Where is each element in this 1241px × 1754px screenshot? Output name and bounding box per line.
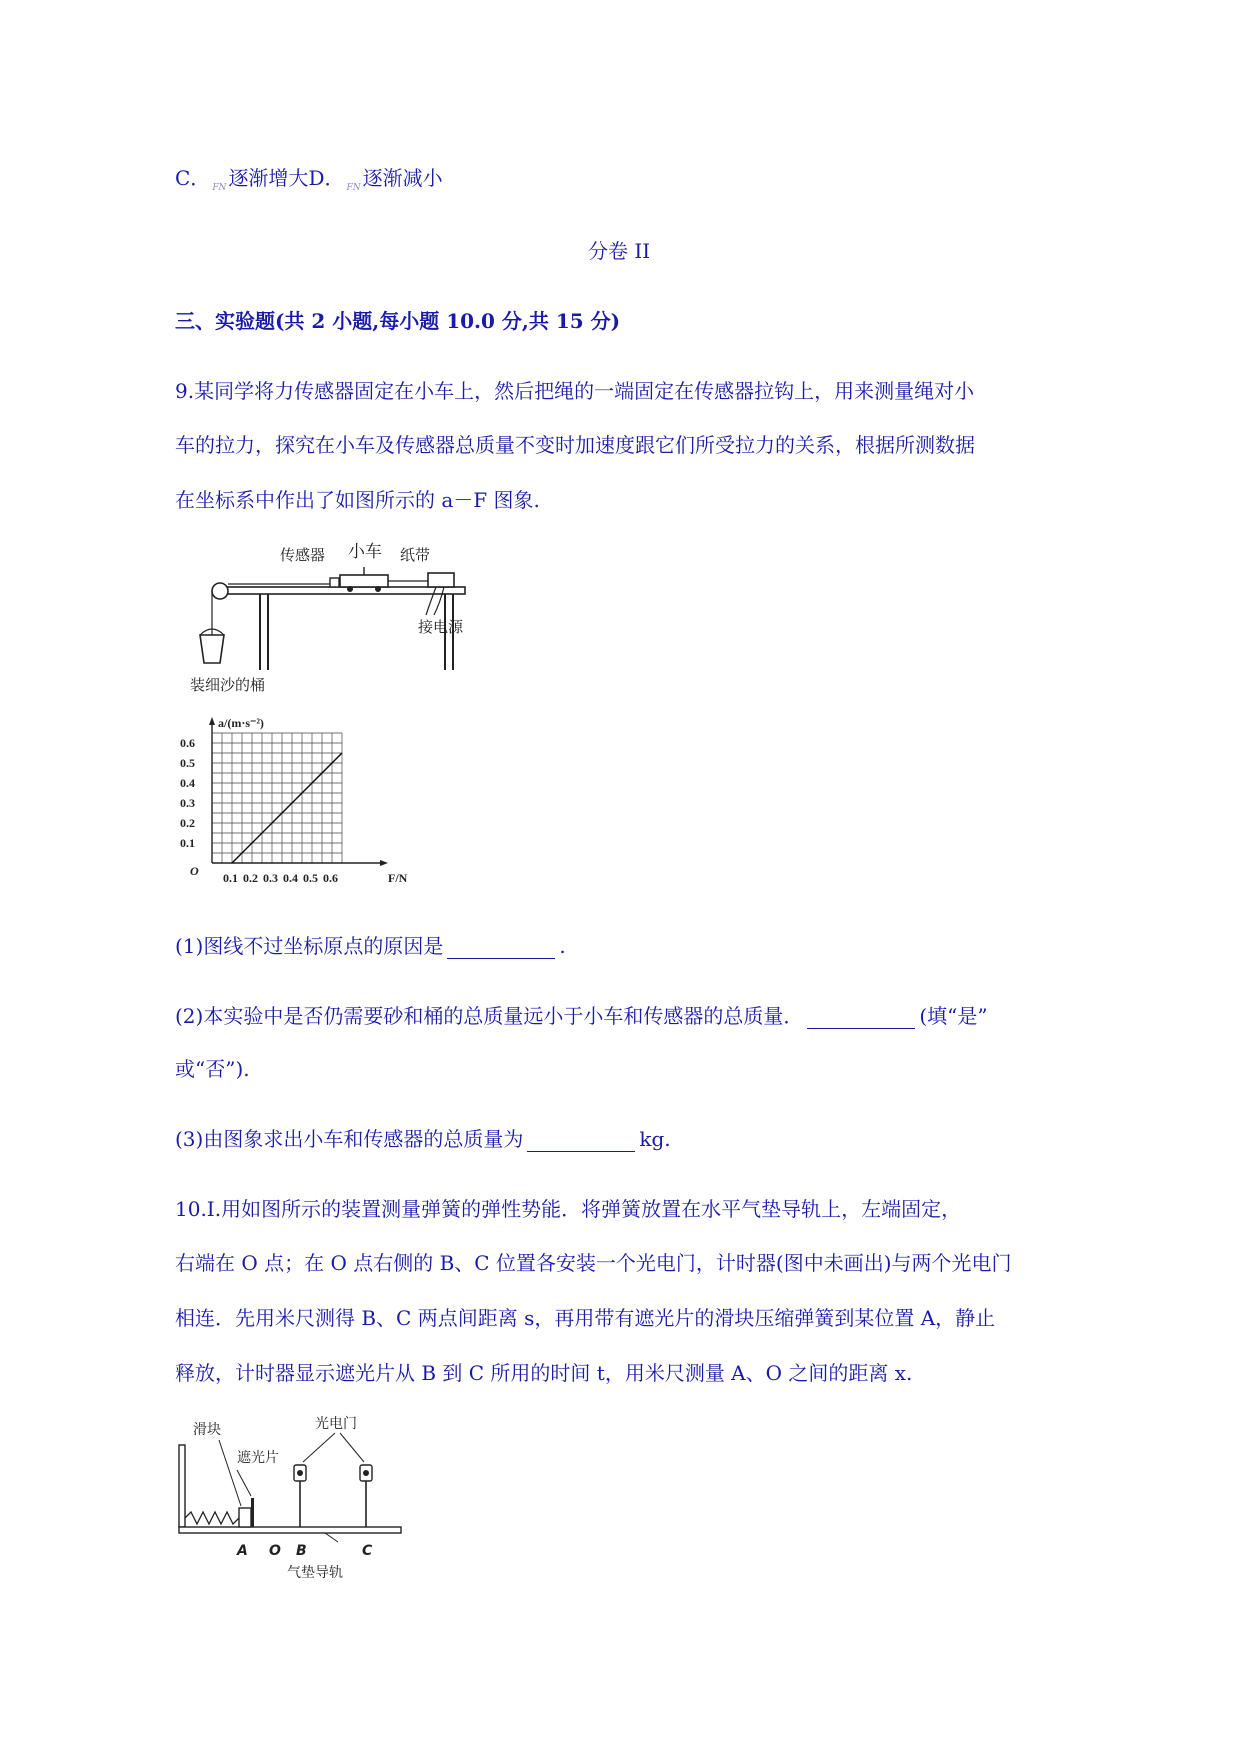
label-cart: 小车: [348, 542, 382, 562]
label-O: O: [269, 1543, 281, 1559]
option-c-var: FN: [212, 183, 227, 193]
answer-blank-3[interactable]: [527, 1129, 635, 1152]
series-line: [232, 753, 342, 863]
rail-leader: [325, 1533, 338, 1542]
option-c-text: 逐渐增大: [228, 166, 309, 190]
air-track-figure: [175, 1410, 415, 1580]
sensor-icon: [330, 578, 339, 587]
q9-line-1: 9.某同学将力传感器固定在小车上，然后把绳的一端固定在传感器拉钩上，用来测量绳对小: [175, 379, 975, 403]
y-axis-arrow: [209, 717, 215, 725]
label-A: A: [237, 1543, 248, 1559]
section-title: 分卷 II: [588, 239, 651, 263]
x-tick-label: 0.4: [283, 871, 298, 885]
fixed-wall: [179, 1445, 185, 1527]
label-gate: 光电门: [315, 1416, 357, 1432]
q9-sub2-tail: (填“是”: [919, 1004, 988, 1028]
a-f-chart: [180, 715, 420, 905]
photogate-c-lens: [363, 1470, 369, 1476]
shade-leader: [237, 1470, 251, 1496]
x-tick-label: 0.2: [243, 871, 258, 885]
option-c-prefix: C．: [175, 166, 211, 190]
bucket-icon: [200, 635, 224, 663]
apparatus-figure: [190, 535, 490, 695]
options-cd-line: [175, 162, 443, 193]
q10-line-2: 右端在 O 点；在 O 点右侧的 B、C 位置各安装一个光电门，计时器(图中未画出)与两个光电门: [175, 1251, 1012, 1275]
label-sensor: 传感器: [280, 546, 326, 564]
y-tick-label: 0.3: [180, 796, 195, 810]
y-axis-label: a/(m·s⁻²): [218, 716, 264, 730]
y-tick-label: 0.1: [180, 836, 195, 850]
x-axis-label: F/N: [388, 871, 408, 885]
pulley-icon: [212, 583, 228, 599]
label-bucket: 装细沙的桶: [190, 676, 266, 694]
x-tick-label: 0.5: [303, 871, 318, 885]
q9-sub2-line2: 或“否”).: [175, 1057, 250, 1081]
power-wire: [434, 587, 444, 615]
label-rail: 气垫导轨: [287, 1565, 343, 1580]
gate-leader: [340, 1433, 364, 1462]
part-heading: 三、实验题(共 2 小题,每小题 10.0 分,共 15 分): [175, 309, 621, 333]
gate-leader: [303, 1433, 335, 1462]
chart-grid: [212, 733, 342, 863]
x-axis-arrow: [380, 860, 388, 866]
q9-sub3: [175, 1123, 671, 1152]
q10-line-4: 释放，计时器显示遮光片从 B 到 C 所用的时间 t，用米尺测量 A、O 之间的距离 x.: [175, 1361, 913, 1385]
q9-line-2: 车的拉力，探究在小车及传感器总质量不变时加速度跟它们所受拉力的关系，根据所测数据: [175, 433, 975, 457]
q9-sub2-text: (2)本实验中是否仍需要砂和桶的总质量远小于小车和传感器的总质量．: [175, 1004, 804, 1028]
q9-sub3-text: (3)由图象求出小车和传感器的总质量为: [175, 1127, 524, 1151]
answer-blank-1[interactable]: [447, 936, 555, 959]
y-tick-label: 0.5: [180, 756, 195, 770]
y-tick-label: 0.2: [180, 816, 195, 830]
label-power: 接电源: [418, 618, 464, 636]
label-B: B: [296, 1543, 307, 1559]
y-tick-label: 0.4: [180, 776, 195, 790]
shade-plate-icon: [251, 1498, 254, 1527]
x-tick-label: 0.6: [323, 871, 338, 885]
y-tick-labels: [180, 736, 195, 850]
table-top: [225, 587, 465, 594]
label-tape: 纸带: [400, 546, 431, 564]
x-tick-labels: [223, 871, 338, 885]
x-tick-label: 0.1: [223, 871, 238, 885]
spring-icon: [185, 1512, 239, 1524]
q9-sub3-unit: kg.: [639, 1127, 671, 1151]
photogate-b-lens: [297, 1470, 303, 1476]
option-d-text: 逐渐减小: [362, 166, 443, 190]
option-d-var: FN: [346, 183, 361, 193]
cart-icon: [340, 575, 388, 587]
q9-line-3: 在坐标系中作出了如图所示的 a－F 图象.: [175, 488, 540, 512]
label-shade: 遮光片: [237, 1450, 279, 1466]
q9-sub1: [175, 930, 566, 959]
x-tick-label: 0.3: [263, 871, 278, 885]
q9-sub1-text: (1)图线不过坐标原点的原因是: [175, 934, 444, 958]
y-tick-label: 0.6: [180, 736, 195, 750]
air-rail: [179, 1527, 401, 1533]
q9-sub2: [175, 1000, 988, 1029]
q10-line-1: 10.Ⅰ.用如图所示的装置测量弹簧的弹性势能．将弹簧放置在水平气垫导轨上，左端固定，: [175, 1197, 962, 1221]
slider-icon: [239, 1508, 251, 1527]
cart-wheel: [347, 586, 353, 592]
label-C: C: [362, 1543, 373, 1559]
label-slider: 滑块: [193, 1422, 221, 1438]
cart-wheel: [375, 586, 381, 592]
answer-blank-2[interactable]: [807, 1006, 915, 1029]
q10-line-3: 相连．先用米尺测得 B、C 两点间距离 s，再用带有遮光片的滑块压缩弹簧到某位置 A，静止: [175, 1306, 996, 1330]
origin-label: O: [190, 864, 199, 878]
chart-series: [232, 753, 342, 863]
power-wire: [426, 587, 436, 615]
timer-icon: [428, 573, 454, 587]
option-d-prefix: D．: [308, 166, 345, 190]
q9-sub1-end: .: [559, 934, 566, 958]
